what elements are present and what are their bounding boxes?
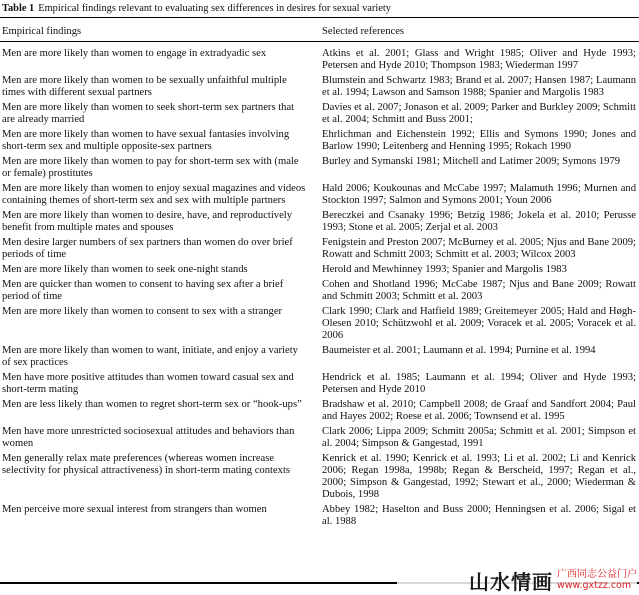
finding-cell: Men are more likely than women to want, initiate, and enjoy a variety of sex practices [2, 345, 298, 368]
table-title: Empirical findings relevant to evaluating sex differences in desires for sexual variety [38, 3, 391, 14]
table-row [0, 102, 639, 126]
table-row [0, 399, 639, 423]
table-caption [2, 2, 636, 15]
table-row [0, 75, 639, 99]
references-cell: Bereczkei and Csanaky 1996; Betzig 1986; Jokela et al. 2010; Perusse 1993; Stone et al. 2005; Zerjal et al. 2003 [322, 210, 636, 233]
watermark-line2: www.gxtzz.com [557, 580, 632, 591]
references-cell: Herold and Mewhinney 1993; Spanier and Margolis 1983 [322, 264, 567, 275]
watermark-subtext [557, 569, 637, 591]
references-cell: Blumstein and Schwartz 1983; Brand et al. 2007; Hansen 1987; Laumann et al. 1994; Lawson and Samson 1988; Spanier and Margolis 1983 [322, 75, 636, 98]
watermark-logo [397, 566, 637, 594]
references-cell: Kenrick et al. 1990; Kenrick et al. 1993; Li et al. 2002; Li and Kenrick 2006; Regan 1998a, 1998b; Regan & Berscheid, 1997; Regan et al., 2000; Simpson & Gangestad, 1992; Stewart et al., 2000; Wiederman & Dubois, 1998 [322, 453, 636, 500]
table-row [0, 129, 639, 153]
table-label: Table 1 [2, 3, 35, 14]
table-row [0, 372, 639, 396]
finding-cell: Men are more likely than women to have sexual fantasies involving short-term sex and multiple opposite-sex partners [2, 129, 290, 152]
finding-cell: Men are more likely than women to pay for short-term sex with (male or female) prostitutes [2, 156, 299, 179]
table-row [0, 210, 639, 234]
finding-cell: Men are more likely than women to enjoy sexual magazines and videos containing themes of short-term sex and sex with multiple partners [2, 183, 306, 206]
table-row [0, 306, 639, 342]
finding-cell: Men are more likely than women to desire, have, and reproductively benefit from multiple mates and spouses [2, 210, 293, 233]
references-cell: Atkins et al. 2001; Glass and Wright 1985; Oliver and Hyde 1993; Petersen and Hyde 2010; Thompson 1983; Wiederman 1997 [322, 48, 636, 71]
table-row [0, 453, 639, 501]
finding-cell: Men desire larger numbers of sex partners than women do over brief periods of time [2, 237, 293, 260]
table-row [0, 345, 639, 369]
finding-cell: Men have more unrestricted sociosexual attitudes and behaviors than women [2, 426, 295, 449]
watermark-chinese-text: 山水情画 [469, 569, 553, 594]
top-rule [0, 17, 639, 18]
watermark-line1: 广西同志公益门户 [557, 569, 637, 580]
table-row [0, 48, 639, 72]
references-cell: Abbey 1982; Haselton and Buss 2000; Henningsen et al. 2006; Sigal et al. 1988 [322, 504, 636, 527]
references-cell: Clark 1990; Clark and Hatfield 1989; Greitemeyer 2005; Hald and Høgh-Olesen 2010; Schützwohl et al. 2009; Voracek et al. 2005; Voracek et al. 2006 [322, 306, 636, 341]
references-cell: Cohen and Shotland 1996; McCabe 1987; Njus and Bane 2009; Rowatt and Schmitt 2003; Schmitt et al. 2003 [322, 279, 636, 302]
finding-cell: Men are quicker than women to consent to having sex after a brief period of time [2, 279, 284, 302]
finding-cell: Men generally relax mate preferences (whereas women increase selectivity for physical attractiveness) in short-term mating contexts [2, 453, 291, 476]
column-header-findings: Empirical findings [2, 26, 82, 37]
table-row [0, 237, 639, 261]
finding-cell: Men have more positive attitudes than women toward casual sex and short-term mating [2, 372, 294, 395]
table-row [0, 504, 639, 528]
table-row [0, 183, 639, 207]
table-body [0, 48, 639, 531]
header-rule [0, 41, 639, 42]
finding-cell: Men are more likely than women to seek one-night stands [2, 264, 248, 275]
references-cell: Fenigstein and Preston 2007; McBurney et al. 2005; Njus and Bane 2009; Rowatt and Schmitt 2003; Schmitt et al. 2003; Wilcox 2003 [322, 237, 636, 260]
references-cell: Clark 2006; Lippa 2009; Schmitt 2005a; Schmitt et al. 2001; Simpson et al. 2004; Simpson & Gangestad, 1991 [322, 426, 636, 449]
finding-cell: Men are more likely than women to consent to sex with a stranger [2, 306, 283, 317]
table-row [0, 279, 639, 303]
column-header-references: Selected references [322, 26, 405, 37]
references-cell: Ehrlichman and Eichenstein 1992; Ellis and Symons 1990; Jones and Barlow 1990; Leitenberg and Henning 1995; Rokach 1990 [322, 129, 636, 152]
finding-cell: Men perceive more sexual interest from strangers than women [2, 504, 267, 515]
references-cell: Burley and Symanski 1981; Mitchell and Latimer 2009; Symons 1979 [322, 156, 621, 167]
finding-cell: Men are less likely than women to regret short-term sex or “hook-ups” [2, 399, 302, 410]
table-row [0, 156, 639, 180]
references-cell: Hald 2006; Koukounas and McCabe 1997; Malamuth 1996; Murnen and Stockton 1997; Salmon and Symons 2001; Youn 2006 [322, 183, 636, 206]
references-cell: Baumeister et al. 2001; Laumann et al. 1994; Purnine et al. 1994 [322, 345, 596, 356]
references-cell: Bradshaw et al. 2010; Campbell 2008; de Graaf and Sandfort 2004; Paul and Hayes 2002; Roese et al. 2006; Townsend et al. 1995 [322, 399, 636, 422]
table-row [0, 426, 639, 450]
finding-cell: Men are more likely than women to engage in extradyadic sex [2, 48, 267, 59]
table-row [0, 264, 639, 276]
finding-cell: Men are more likely than women to seek short-term sex partners that are already married [2, 102, 295, 125]
finding-cell: Men are more likely than women to be sexually unfaithful multiple times with different sexual partners [2, 75, 287, 98]
references-cell: Hendrick et al. 1985; Laumann et al. 1994; Oliver and Hyde 1993; Petersen and Hyde 2010 [322, 372, 636, 395]
references-cell: Davies et al. 2007; Jonason et al. 2009; Parker and Burkley 2009; Schmitt et al. 2004; Schmitt and Buss 2001; [322, 102, 636, 125]
